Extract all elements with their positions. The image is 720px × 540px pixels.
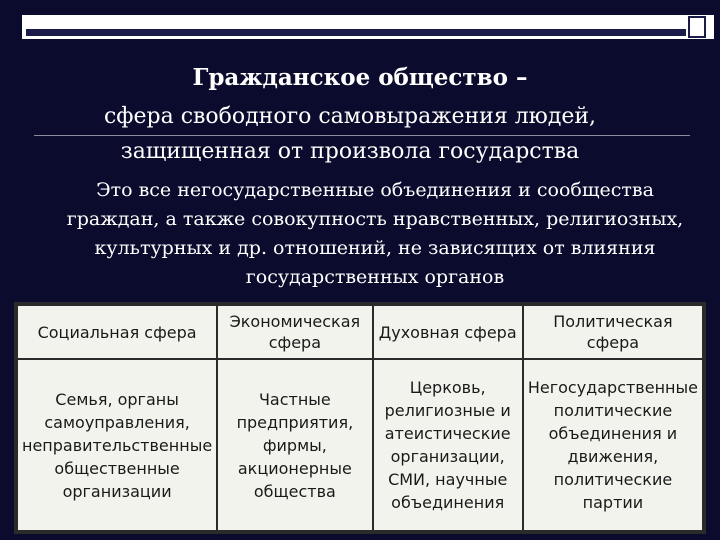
table-row <box>17 359 703 531</box>
spheres-table <box>14 302 706 534</box>
header-social: Социальная сфера <box>17 305 217 359</box>
table-header-row <box>17 305 703 359</box>
cell-economic: Частные предприятия, фирмы, акционерные общества <box>217 359 372 531</box>
slide-subtitle-line2: защищенная от произвола государства <box>120 139 580 164</box>
top-decor-stripe <box>26 29 686 36</box>
header-political: Политическая сфера <box>523 305 703 359</box>
title-divider <box>34 135 690 136</box>
corner-decor-box <box>688 16 706 38</box>
header-spiritual: Духовная сфера <box>373 305 523 359</box>
cell-political: Негосударственные политические объединения и движения, политические партии <box>523 359 703 531</box>
header-economic: Экономическая сфера <box>217 305 372 359</box>
cell-social: Семья, органы самоуправления, неправительственные общественные организации <box>17 359 217 531</box>
definition-text: Это все негосударственные объединения и сообщества граждан, а также совокупность нравственных, религиозных, культурных и др. отношений, не зависящих от влияния государственных органов <box>66 179 684 288</box>
cell-spiritual: Церковь, религиозные и атеистические организации, СМИ, научные объединения <box>373 359 523 531</box>
slide-title: Гражданское общество – <box>192 64 528 91</box>
slide-subtitle-line1: сфера свободного самовыражения людей, <box>103 104 597 129</box>
